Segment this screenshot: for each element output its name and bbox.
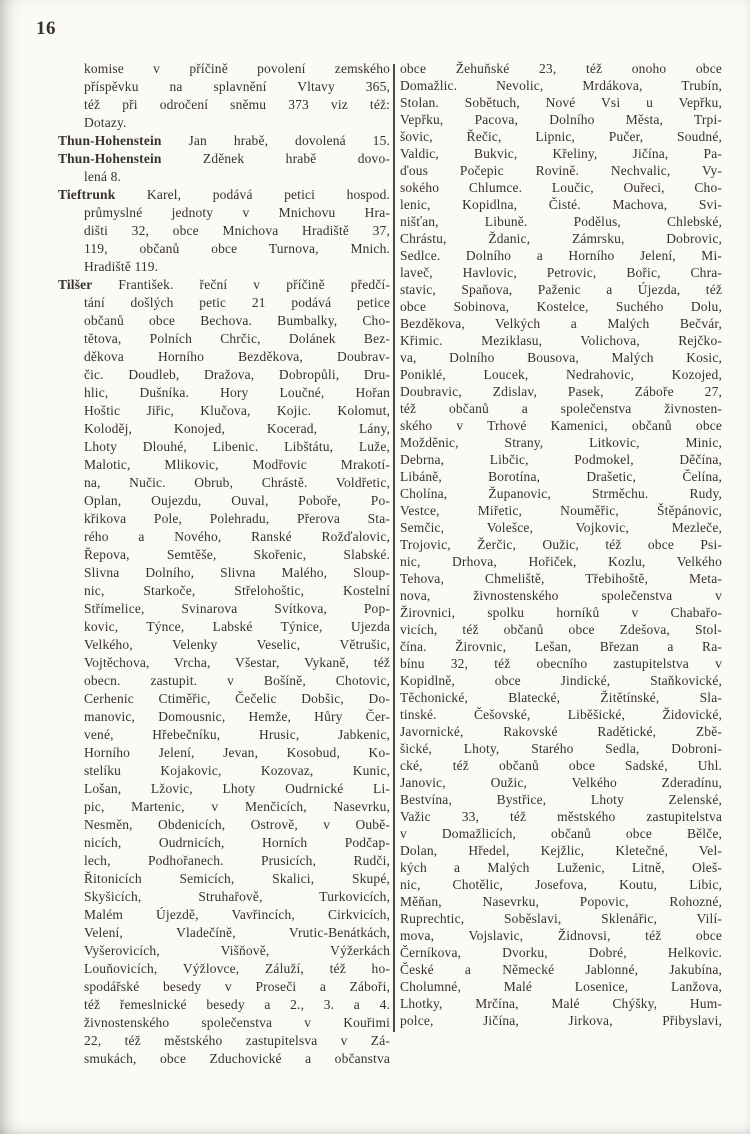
text-line: nicích, Oudrnicích, Horních Podčap- xyxy=(84,835,390,850)
text-line: děkova Horního Bezděkova, Doubrav- xyxy=(84,349,390,364)
text-line: Chrástu, Ždanic, Zámrsku, Dobrovic, xyxy=(400,231,722,246)
text-line: Žirovnici, spolku horníků v Chabařo- xyxy=(400,605,722,620)
text-line: Měňan, Nasevrku, Popovic, Rohozné, xyxy=(400,894,722,909)
text-line: Křimic. Meziklasu, Volichova, Rejčko- xyxy=(400,333,722,348)
index-entry xyxy=(58,150,390,186)
text-line: Stolan. Sobětuch, Nové Vsi u Vepřku, xyxy=(400,95,722,110)
text-line: lenic, Kopidlna, Čisté. Machova, Svi- xyxy=(400,197,722,212)
entry-headword: Tieftrunk xyxy=(58,187,116,202)
text-line: čína. Žirovnic, Lešan, Březan a Ra- xyxy=(400,639,722,654)
text-line: občanů obce Bechova. Bumbalky, Cho- xyxy=(84,313,390,328)
text-line: laveč, Havlovic, Petrovic, Bořic, Chra- xyxy=(400,265,722,280)
text-line: obce Žehuňské 23, též onoho obce xyxy=(400,61,722,76)
text-line: Hradiště 119. xyxy=(84,259,159,274)
text-line: manovic, Domousnic, Hemže, Hůry Čer- xyxy=(84,709,390,724)
text-line: nic, Starkoče, Střelohoštic, Kostelní xyxy=(84,583,390,598)
text-line: nova, živnostenského společenstva v xyxy=(400,588,722,603)
entry-headword: Tilšer xyxy=(58,277,93,292)
entry-headword: Thun-Hohenstein xyxy=(58,133,162,148)
text-line: obecn. zastupit. v Bošíně, Chotovic, xyxy=(84,673,390,688)
text-line: polce, Jičína, Jirkova, Přibyslavi, xyxy=(400,1013,722,1028)
index-entry xyxy=(58,186,390,276)
text-line: Sedlce. Dolního a Horního Jelení, Mi- xyxy=(400,248,722,263)
text-line: 22, též městského zastupitelsva v Zá- xyxy=(84,1033,390,1048)
text-line: Černíkova, Dvorku, Dobré, Helkovic. xyxy=(400,945,722,960)
text-line: nišťan, Libuně. Podělus, Chlebské, xyxy=(400,214,722,229)
text-columns xyxy=(58,60,722,1068)
text-line: Bestvína, Bystřice, Lhoty Zelenské, xyxy=(400,792,722,807)
continuation-paragraph xyxy=(400,60,722,1029)
text-line: Louňovicích, Výžlovce, Záluží, též ho- xyxy=(84,961,390,976)
text-line: pic, Martenic, v Menčicích, Nasevrku, xyxy=(84,799,390,814)
text-line: Oplan, Oujezdu, Ouval, Poboře, Po- xyxy=(84,493,390,508)
text-line: Slivna Dolního, Slivna Malého, Sloup- xyxy=(84,565,390,580)
text-line: rého a Nového, Ranské Rožďalovic, xyxy=(84,529,390,544)
text-line: Řepova, Semtěše, Skořenic, Slabské. xyxy=(84,547,390,562)
text-line: Javornické, Rakovské Radětické, Zbě- xyxy=(400,724,722,739)
text-line: Domažlic. Nevolic, Mrdákova, Trubín, xyxy=(400,78,722,93)
text-line: šické, Lhoty, Starého Sedla, Dobroni- xyxy=(400,741,722,756)
text-line: Bezděkova, Velkých a Malých Bečvár, xyxy=(400,316,722,331)
text-line: vené, Hřebečníku, Hrusic, Jabkenic, xyxy=(84,727,390,742)
entry-first-line-text: Zděnek hrabě dovo- xyxy=(202,151,390,166)
text-line: lech, Podhořanech. Prusicích, Rudči, xyxy=(84,853,390,868)
text-line: Nesměn, Obdenicích, Ostrově, v Oubě- xyxy=(84,817,390,832)
text-line: Velkého, Velenky Veselic, Větrušic, xyxy=(84,637,390,652)
text-line: vicích, též občanů obce Zdešova, Stol- xyxy=(400,622,722,637)
text-line: Poniklé, Loucek, Nedrahovic, Kozojed, xyxy=(400,367,722,382)
text-line: Ruprechtic, Soběslavi, Sklenářic, Vilí- xyxy=(400,911,722,926)
text-line: Cholumné, Malé Losenice, Lanžova, xyxy=(400,979,722,994)
text-line: cké, též občanů obce Sadské, Uhl. xyxy=(400,758,722,773)
text-line: 119, občanů obce Turnova, Mnich. xyxy=(84,241,390,256)
text-line: příspěvku na splavnění Vltavy 365, xyxy=(84,79,390,94)
text-line: Skyšicích, Struhařově, Turkovicích, xyxy=(84,889,390,904)
text-line: Valdic, Bukvic, Křeliny, Jičína, Pa- xyxy=(400,146,722,161)
text-line: šovic, Řečic, Lipnic, Pučer, Soudné, xyxy=(400,129,722,144)
text-line: Střímelice, Svinarova Svítkova, Pop- xyxy=(84,601,390,616)
text-line: Možděnic, Strany, Litkovic, Minic, xyxy=(400,435,722,450)
text-line: nic, Drhova, Hořiček, Kozlu, Velkého xyxy=(400,554,722,569)
text-line: Lhoty Dlouhé, Libenic. Libštátu, Luže, xyxy=(84,439,390,454)
left-column xyxy=(58,60,390,1068)
text-line: průmyslné jednoty v Mnichovu Hra- xyxy=(84,205,390,220)
text-line: Lošan, Lžovic, Lhoty Oudrnické Li- xyxy=(84,781,390,796)
text-line: křikova Pole, Polehradu, Přerova Sta- xyxy=(84,511,390,526)
text-line: sokého Chlumce. Loučic, Ouřeci, Cho- xyxy=(400,180,722,195)
text-line: spodářské besedy v Proseči a Záboři, xyxy=(84,979,390,994)
entry-headword: Thun-Hohenstein xyxy=(58,151,162,166)
entry-first-line-text: Karel, podává petici hospod. xyxy=(146,187,390,202)
text-line: Vestce, Miřetic, Nouměřic, Štěpánovic, xyxy=(400,503,722,518)
text-line: Janovic, Oužic, Velkého Zderadínu, xyxy=(400,775,722,790)
text-line: Vojtěchova, Vrcha, Všestar, Vykaně, též xyxy=(84,655,390,670)
text-line: Vyšerovicích, Višňově, Výžerkách xyxy=(84,943,390,958)
text-line: Semčic, Volešce, Vojkovic, Mezleče, xyxy=(400,520,722,535)
text-line: Koloděj, Konojed, Kocerad, Lány, xyxy=(84,421,390,436)
text-line: Dolan, Hředel, Kejžlic, Kletečné, Vel- xyxy=(400,843,722,858)
text-line: ďous Počepic Rovině. Nechvalic, Vy- xyxy=(400,163,722,178)
text-line: Trojovic, Žerčic, Oužic, též obce Psi- xyxy=(400,537,722,552)
text-line: nic, Chotělic, Josefova, Koutu, Libic, xyxy=(400,877,722,892)
text-line: Doubravic, Zdislav, Pasek, Záboře 27, xyxy=(400,384,722,399)
text-line: Debrna, Libčic, Podmokel, Děčína, xyxy=(400,452,722,467)
text-line xyxy=(58,186,390,204)
text-line: obce Sobinova, Kostelce, Suchého Dolu, xyxy=(400,299,722,314)
text-line: Lhotky, Mrčína, Malé Chýšky, Hum- xyxy=(400,996,722,1011)
text-line: komise v příčině povolení zemského xyxy=(84,61,390,76)
text-line: Velení, Vladečíně, Vrutic-Benátkách, xyxy=(84,925,390,940)
page-number: 16 xyxy=(36,18,56,39)
text-line xyxy=(58,276,390,294)
text-line: tětova, Polních Chrčic, Dolánek Bez- xyxy=(84,331,390,346)
text-line: Horního Jelení, Jevan, Kosobud, Ko- xyxy=(84,745,390,760)
text-line: Dotazy. xyxy=(84,115,127,130)
index-entry xyxy=(58,276,390,1068)
text-line: Cholína, Županovic, Strměchu. Rudy, xyxy=(400,486,722,501)
text-line: smukách, obce Zduchovické a občanstva xyxy=(84,1051,390,1066)
text-line: Važic 33, též městského zastupitelstva xyxy=(400,809,722,824)
text-line: ského v Trhové Kamenici, občanů obce xyxy=(400,418,722,433)
right-column xyxy=(400,60,722,1029)
text-line: v Domažlicích, občanů obce Bělče, xyxy=(400,826,722,841)
entry-first-line-text: František. řeční v příčině předčí- xyxy=(118,277,390,292)
continuation-paragraph xyxy=(58,60,390,132)
text-line: též občanů a společenstva živnosten- xyxy=(400,401,722,416)
text-line xyxy=(58,150,390,168)
text-line: též při odročení sněmu 373 viz též: xyxy=(84,97,390,112)
text-line: dišti 32, obce Mnichova Hradiště 37, xyxy=(84,223,390,238)
text-line: tinské. Češovské, Liběšické, Židovické, xyxy=(400,707,722,722)
text-line: kovic, Týnce, Labské Týnice, Ujezda xyxy=(84,619,390,634)
text-line: hlic, Dušníka. Hory Loučné, Hořan xyxy=(84,385,390,400)
text-line: živnostenského společenstva v Kouřimi xyxy=(84,1015,390,1030)
text-line: Malotic, Mlikovic, Modřovic Mrakotí- xyxy=(84,457,390,472)
text-line: stavic, Spaňova, Paženic a Újezda, též xyxy=(400,282,722,297)
text-line: Řitonicích Semicích, Skalici, Skupé, xyxy=(84,871,390,886)
text-line: Cerhenic Ctiměřic, Čečelic Dobšic, Do- xyxy=(84,691,390,706)
text-line: též řemeslnické besedy a 2., 3. a 4. xyxy=(84,997,390,1012)
text-line: Malém Újezdě, Vavřincích, Cirkvicích, xyxy=(84,907,390,922)
text-line: kých a Malých Luženic, Litně, Oleš- xyxy=(400,860,722,875)
entry-first-line-text: Jan hrabě, dovolená 15. xyxy=(188,133,390,148)
text-line: va, Dolního Bousova, Malých Kosic, xyxy=(400,350,722,365)
text-line: čic. Doudleb, Dražova, Dobropůli, Dru- xyxy=(84,367,390,382)
text-line: Kopidlně, obce Jindické, Staňkovické, xyxy=(400,673,722,688)
text-line: Vepřku, Pacova, Dolního Města, Trpi- xyxy=(400,112,722,127)
text-line: Tehova, Chmeliště, Třebihoště, Meta- xyxy=(400,571,722,586)
text-line: Hoštic Jiřic, Klučova, Kojic. Kolomut, xyxy=(84,403,390,418)
text-line: mova, Vojslavic, Židnovsi, též obce xyxy=(400,928,722,943)
index-entry xyxy=(58,132,390,150)
text-line xyxy=(58,132,390,150)
text-line: Libáně, Borotína, Drašetic, Čelína, xyxy=(400,469,722,484)
text-line: stelíku Kojakovic, Kozovaz, Kunic, xyxy=(84,763,390,778)
text-line: tání došlých petic 21 podává petice xyxy=(84,295,390,310)
text-line: České a Německé Jablonné, Jakubína, xyxy=(400,962,722,977)
text-line: na, Nučic. Obrub, Chrástě. Voldřetic, xyxy=(84,475,390,490)
text-line: Těchonické, Blatecké, Žitětínské, Sla- xyxy=(400,690,722,705)
text-line: lená 8. xyxy=(84,169,122,184)
text-line: bínu 32, též obecního zastupitelstva v xyxy=(400,656,722,671)
